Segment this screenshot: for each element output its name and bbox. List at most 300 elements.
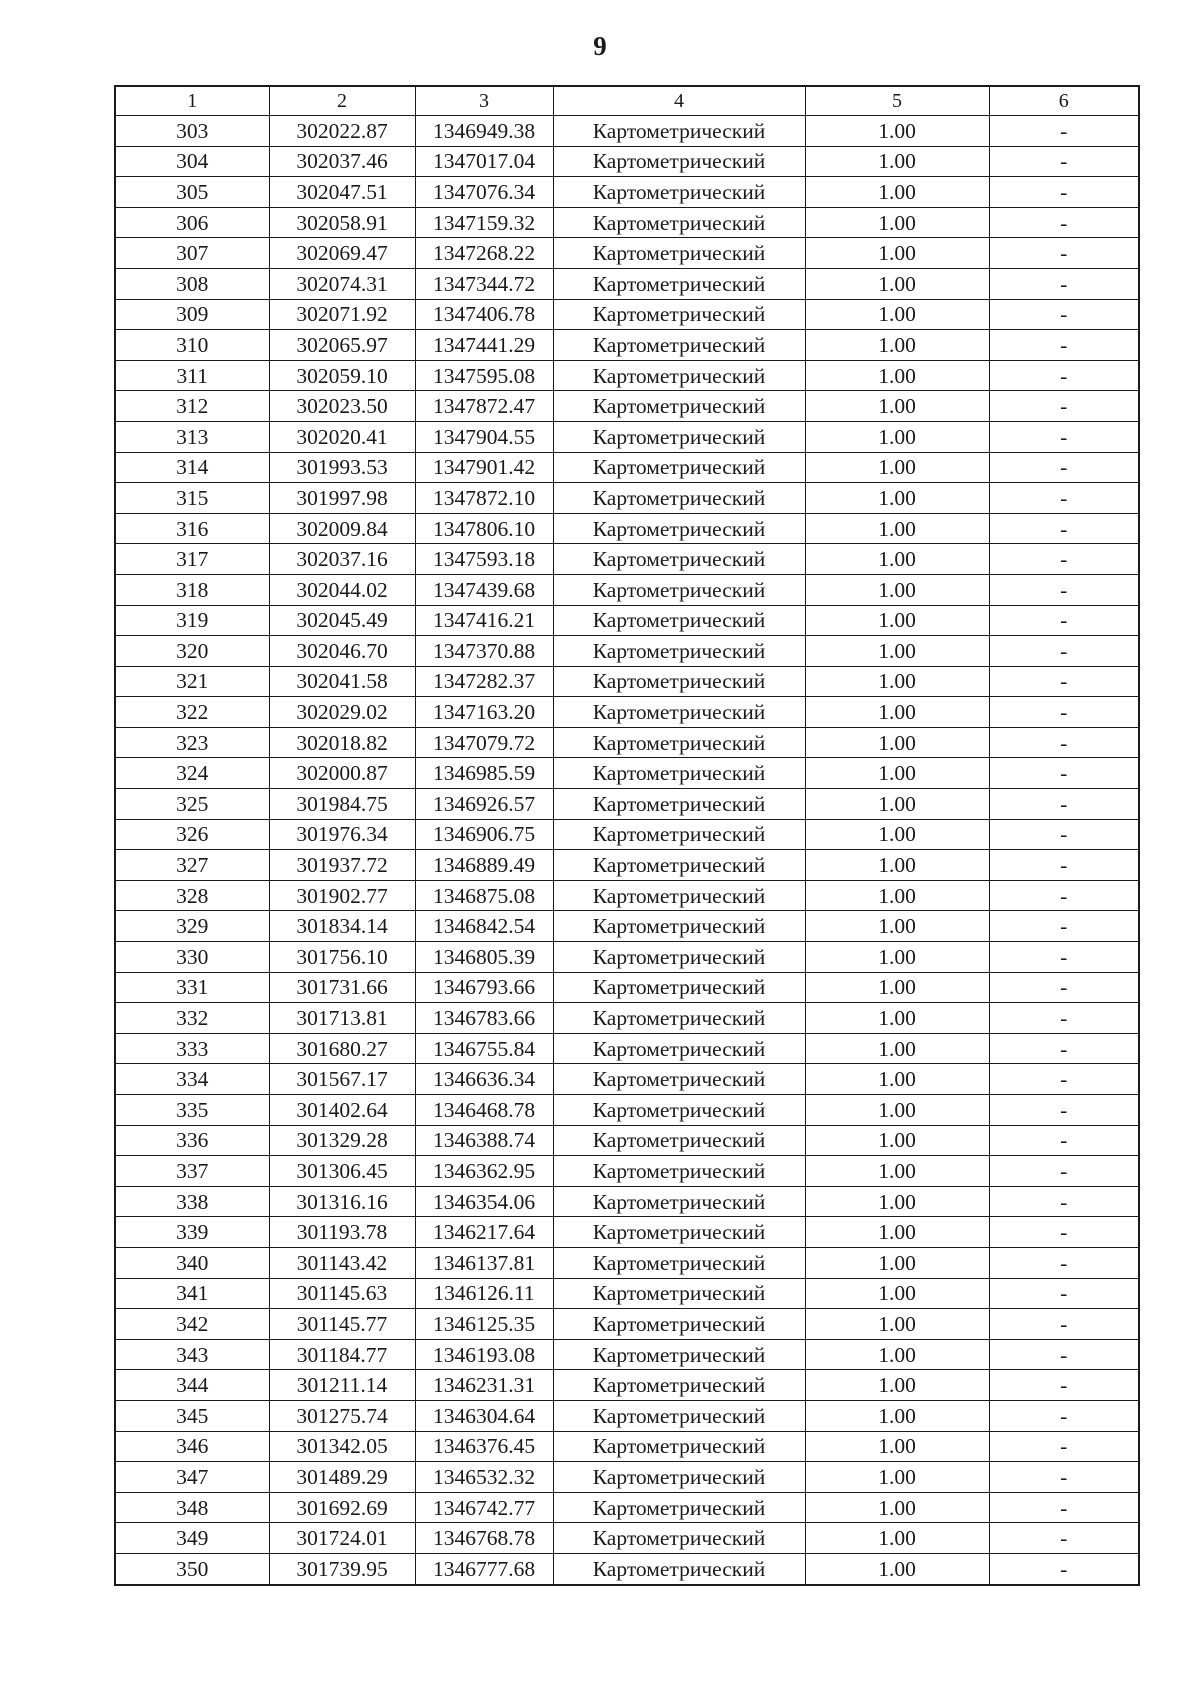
accuracy-cell: 1.00 bbox=[805, 1492, 989, 1523]
point-number-cell: 331 bbox=[115, 972, 269, 1003]
y-coordinate-cell: 1346755.84 bbox=[415, 1033, 553, 1064]
accuracy-cell: 1.00 bbox=[805, 1431, 989, 1462]
method-cell: Картометрический bbox=[553, 513, 805, 544]
method-cell: Картометрический bbox=[553, 1492, 805, 1523]
table-row bbox=[115, 942, 1139, 973]
description-cell: - bbox=[989, 544, 1139, 575]
y-coordinate-cell: 1347159.32 bbox=[415, 207, 553, 238]
method-cell: Картометрический bbox=[553, 1033, 805, 1064]
accuracy-cell: 1.00 bbox=[805, 330, 989, 361]
point-number-cell: 305 bbox=[115, 177, 269, 208]
accuracy-cell: 1.00 bbox=[805, 1247, 989, 1278]
table-row bbox=[115, 146, 1139, 177]
x-coordinate-cell: 302044.02 bbox=[269, 574, 415, 605]
y-coordinate-cell: 1346783.66 bbox=[415, 1003, 553, 1034]
x-coordinate-cell: 302029.02 bbox=[269, 697, 415, 728]
y-coordinate-cell: 1346842.54 bbox=[415, 911, 553, 942]
accuracy-cell: 1.00 bbox=[805, 819, 989, 850]
y-coordinate-cell: 1346125.35 bbox=[415, 1309, 553, 1340]
x-coordinate-cell: 301724.01 bbox=[269, 1523, 415, 1554]
point-number-cell: 303 bbox=[115, 116, 269, 147]
description-cell: - bbox=[989, 1462, 1139, 1493]
y-coordinate-cell: 1347806.10 bbox=[415, 513, 553, 544]
x-coordinate-cell: 302037.46 bbox=[269, 146, 415, 177]
table-row bbox=[115, 452, 1139, 483]
accuracy-cell: 1.00 bbox=[805, 544, 989, 575]
x-coordinate-cell: 302000.87 bbox=[269, 758, 415, 789]
method-cell: Картометрический bbox=[553, 360, 805, 391]
point-number-cell: 341 bbox=[115, 1278, 269, 1309]
table-row bbox=[115, 850, 1139, 881]
description-cell: - bbox=[989, 116, 1139, 147]
x-coordinate-cell: 301275.74 bbox=[269, 1400, 415, 1431]
x-coordinate-cell: 302074.31 bbox=[269, 268, 415, 299]
y-coordinate-cell: 1346906.75 bbox=[415, 819, 553, 850]
x-coordinate-cell: 302065.97 bbox=[269, 330, 415, 361]
y-coordinate-cell: 1346532.32 bbox=[415, 1462, 553, 1493]
y-coordinate-cell: 1347904.55 bbox=[415, 421, 553, 452]
y-coordinate-cell: 1347593.18 bbox=[415, 544, 553, 575]
method-cell: Картометрический bbox=[553, 819, 805, 850]
method-cell: Картометрический bbox=[553, 207, 805, 238]
y-coordinate-cell: 1346231.31 bbox=[415, 1370, 553, 1401]
x-coordinate-cell: 302071.92 bbox=[269, 299, 415, 330]
accuracy-cell: 1.00 bbox=[805, 1400, 989, 1431]
y-coordinate-cell: 1346126.11 bbox=[415, 1278, 553, 1309]
description-cell: - bbox=[989, 1125, 1139, 1156]
accuracy-cell: 1.00 bbox=[805, 972, 989, 1003]
point-number-cell: 344 bbox=[115, 1370, 269, 1401]
accuracy-cell: 1.00 bbox=[805, 1186, 989, 1217]
method-cell: Картометрический bbox=[553, 116, 805, 147]
x-coordinate-cell: 301211.14 bbox=[269, 1370, 415, 1401]
y-coordinate-cell: 1346354.06 bbox=[415, 1186, 553, 1217]
x-coordinate-cell: 302069.47 bbox=[269, 238, 415, 269]
point-number-cell: 320 bbox=[115, 636, 269, 667]
description-cell: - bbox=[989, 850, 1139, 881]
point-number-cell: 348 bbox=[115, 1492, 269, 1523]
point-number-cell: 350 bbox=[115, 1553, 269, 1584]
column-header-5: 5 bbox=[805, 86, 989, 116]
table-row bbox=[115, 1033, 1139, 1064]
accuracy-cell: 1.00 bbox=[805, 636, 989, 667]
description-cell: - bbox=[989, 1400, 1139, 1431]
method-cell: Картометрический bbox=[553, 636, 805, 667]
point-number-cell: 328 bbox=[115, 880, 269, 911]
accuracy-cell: 1.00 bbox=[805, 116, 989, 147]
x-coordinate-cell: 301984.75 bbox=[269, 789, 415, 820]
point-number-cell: 310 bbox=[115, 330, 269, 361]
table-row bbox=[115, 666, 1139, 697]
x-coordinate-cell: 301306.45 bbox=[269, 1156, 415, 1187]
x-coordinate-cell: 301976.34 bbox=[269, 819, 415, 850]
description-cell: - bbox=[989, 1339, 1139, 1370]
y-coordinate-cell: 1346362.95 bbox=[415, 1156, 553, 1187]
x-coordinate-cell: 302041.58 bbox=[269, 666, 415, 697]
description-cell: - bbox=[989, 146, 1139, 177]
x-coordinate-cell: 302045.49 bbox=[269, 605, 415, 636]
point-number-cell: 306 bbox=[115, 207, 269, 238]
x-coordinate-cell: 301402.64 bbox=[269, 1095, 415, 1126]
point-number-cell: 349 bbox=[115, 1523, 269, 1554]
y-coordinate-cell: 1346926.57 bbox=[415, 789, 553, 820]
table-row bbox=[115, 1462, 1139, 1493]
accuracy-cell: 1.00 bbox=[805, 146, 989, 177]
y-coordinate-cell: 1346777.68 bbox=[415, 1553, 553, 1584]
method-cell: Картометрический bbox=[553, 697, 805, 728]
table-row bbox=[115, 1186, 1139, 1217]
coordinates-table bbox=[114, 85, 1140, 1586]
x-coordinate-cell: 301997.98 bbox=[269, 483, 415, 514]
table-row bbox=[115, 1553, 1139, 1584]
method-cell: Картометрический bbox=[553, 972, 805, 1003]
method-cell: Картометрический bbox=[553, 452, 805, 483]
table-row bbox=[115, 1156, 1139, 1187]
table-row bbox=[115, 1278, 1139, 1309]
method-cell: Картометрический bbox=[553, 666, 805, 697]
y-coordinate-cell: 1346742.77 bbox=[415, 1492, 553, 1523]
description-cell: - bbox=[989, 1431, 1139, 1462]
description-cell: - bbox=[989, 1186, 1139, 1217]
description-cell: - bbox=[989, 513, 1139, 544]
table-row bbox=[115, 1523, 1139, 1554]
x-coordinate-cell: 301329.28 bbox=[269, 1125, 415, 1156]
x-coordinate-cell: 301756.10 bbox=[269, 942, 415, 973]
table-row bbox=[115, 1309, 1139, 1340]
x-coordinate-cell: 302009.84 bbox=[269, 513, 415, 544]
point-number-cell: 326 bbox=[115, 819, 269, 850]
x-coordinate-cell: 302059.10 bbox=[269, 360, 415, 391]
description-cell: - bbox=[989, 911, 1139, 942]
table-row bbox=[115, 1339, 1139, 1370]
description-cell: - bbox=[989, 1064, 1139, 1095]
x-coordinate-cell: 301145.63 bbox=[269, 1278, 415, 1309]
column-header-3: 3 bbox=[415, 86, 553, 116]
accuracy-cell: 1.00 bbox=[805, 1278, 989, 1309]
x-coordinate-cell: 301567.17 bbox=[269, 1064, 415, 1095]
accuracy-cell: 1.00 bbox=[805, 238, 989, 269]
point-number-cell: 334 bbox=[115, 1064, 269, 1095]
method-cell: Картометрический bbox=[553, 421, 805, 452]
x-coordinate-cell: 302018.82 bbox=[269, 727, 415, 758]
description-cell: - bbox=[989, 666, 1139, 697]
method-cell: Картометрический bbox=[553, 1186, 805, 1217]
table-row bbox=[115, 268, 1139, 299]
accuracy-cell: 1.00 bbox=[805, 360, 989, 391]
table-row bbox=[115, 1247, 1139, 1278]
method-cell: Картометрический bbox=[553, 299, 805, 330]
point-number-cell: 346 bbox=[115, 1431, 269, 1462]
method-cell: Картометрический bbox=[553, 942, 805, 973]
accuracy-cell: 1.00 bbox=[805, 299, 989, 330]
point-number-cell: 347 bbox=[115, 1462, 269, 1493]
y-coordinate-cell: 1346875.08 bbox=[415, 880, 553, 911]
accuracy-cell: 1.00 bbox=[805, 1125, 989, 1156]
table-row bbox=[115, 483, 1139, 514]
description-cell: - bbox=[989, 1278, 1139, 1309]
y-coordinate-cell: 1346468.78 bbox=[415, 1095, 553, 1126]
x-coordinate-cell: 301680.27 bbox=[269, 1033, 415, 1064]
method-cell: Картометрический bbox=[553, 1370, 805, 1401]
y-coordinate-cell: 1347370.88 bbox=[415, 636, 553, 667]
method-cell: Картометрический bbox=[553, 1095, 805, 1126]
x-coordinate-cell: 301902.77 bbox=[269, 880, 415, 911]
point-number-cell: 309 bbox=[115, 299, 269, 330]
description-cell: - bbox=[989, 1553, 1139, 1584]
method-cell: Картометрический bbox=[553, 1156, 805, 1187]
description-cell: - bbox=[989, 789, 1139, 820]
x-coordinate-cell: 301316.16 bbox=[269, 1186, 415, 1217]
method-cell: Картометрический bbox=[553, 880, 805, 911]
description-cell: - bbox=[989, 1370, 1139, 1401]
accuracy-cell: 1.00 bbox=[805, 177, 989, 208]
method-cell: Картометрический bbox=[553, 268, 805, 299]
point-number-cell: 340 bbox=[115, 1247, 269, 1278]
method-cell: Картометрический bbox=[553, 1431, 805, 1462]
table-row bbox=[115, 819, 1139, 850]
table-row bbox=[115, 391, 1139, 422]
x-coordinate-cell: 301937.72 bbox=[269, 850, 415, 881]
y-coordinate-cell: 1346949.38 bbox=[415, 116, 553, 147]
x-coordinate-cell: 301145.77 bbox=[269, 1309, 415, 1340]
description-cell: - bbox=[989, 177, 1139, 208]
method-cell: Картометрический bbox=[553, 1125, 805, 1156]
accuracy-cell: 1.00 bbox=[805, 758, 989, 789]
description-cell: - bbox=[989, 238, 1139, 269]
x-coordinate-cell: 301184.77 bbox=[269, 1339, 415, 1370]
point-number-cell: 322 bbox=[115, 697, 269, 728]
table-header-row bbox=[115, 86, 1139, 116]
table-row bbox=[115, 605, 1139, 636]
method-cell: Картометрический bbox=[553, 850, 805, 881]
method-cell: Картометрический bbox=[553, 758, 805, 789]
description-cell: - bbox=[989, 697, 1139, 728]
point-number-cell: 345 bbox=[115, 1400, 269, 1431]
description-cell: - bbox=[989, 391, 1139, 422]
description-cell: - bbox=[989, 1095, 1139, 1126]
accuracy-cell: 1.00 bbox=[805, 1033, 989, 1064]
table-row bbox=[115, 697, 1139, 728]
y-coordinate-cell: 1346793.66 bbox=[415, 972, 553, 1003]
y-coordinate-cell: 1347076.34 bbox=[415, 177, 553, 208]
method-cell: Картометрический bbox=[553, 146, 805, 177]
y-coordinate-cell: 1346768.78 bbox=[415, 1523, 553, 1554]
table-row bbox=[115, 1431, 1139, 1462]
point-number-cell: 313 bbox=[115, 421, 269, 452]
description-cell: - bbox=[989, 1033, 1139, 1064]
point-number-cell: 316 bbox=[115, 513, 269, 544]
accuracy-cell: 1.00 bbox=[805, 605, 989, 636]
point-number-cell: 321 bbox=[115, 666, 269, 697]
y-coordinate-cell: 1347079.72 bbox=[415, 727, 553, 758]
accuracy-cell: 1.00 bbox=[805, 697, 989, 728]
description-cell: - bbox=[989, 819, 1139, 850]
description-cell: - bbox=[989, 452, 1139, 483]
point-number-cell: 339 bbox=[115, 1217, 269, 1248]
point-number-cell: 317 bbox=[115, 544, 269, 575]
description-cell: - bbox=[989, 1156, 1139, 1187]
x-coordinate-cell: 302023.50 bbox=[269, 391, 415, 422]
accuracy-cell: 1.00 bbox=[805, 391, 989, 422]
y-coordinate-cell: 1347268.22 bbox=[415, 238, 553, 269]
method-cell: Картометрический bbox=[553, 1339, 805, 1370]
x-coordinate-cell: 301342.05 bbox=[269, 1431, 415, 1462]
table-row bbox=[115, 1217, 1139, 1248]
table-row bbox=[115, 880, 1139, 911]
y-coordinate-cell: 1347872.47 bbox=[415, 391, 553, 422]
y-coordinate-cell: 1347595.08 bbox=[415, 360, 553, 391]
accuracy-cell: 1.00 bbox=[805, 1003, 989, 1034]
accuracy-cell: 1.00 bbox=[805, 789, 989, 820]
point-number-cell: 319 bbox=[115, 605, 269, 636]
table-row bbox=[115, 207, 1139, 238]
method-cell: Картометрический bbox=[553, 1309, 805, 1340]
table-row bbox=[115, 330, 1139, 361]
column-header-6: 6 bbox=[989, 86, 1139, 116]
description-cell: - bbox=[989, 360, 1139, 391]
accuracy-cell: 1.00 bbox=[805, 1339, 989, 1370]
method-cell: Картометрический bbox=[553, 1278, 805, 1309]
description-cell: - bbox=[989, 299, 1139, 330]
accuracy-cell: 1.00 bbox=[805, 727, 989, 758]
table-row bbox=[115, 177, 1139, 208]
table-row bbox=[115, 238, 1139, 269]
table-row bbox=[115, 116, 1139, 147]
y-coordinate-cell: 1346304.64 bbox=[415, 1400, 553, 1431]
x-coordinate-cell: 302022.87 bbox=[269, 116, 415, 147]
point-number-cell: 332 bbox=[115, 1003, 269, 1034]
table-row bbox=[115, 636, 1139, 667]
table-row bbox=[115, 1064, 1139, 1095]
table-row bbox=[115, 1125, 1139, 1156]
accuracy-cell: 1.00 bbox=[805, 268, 989, 299]
table-row bbox=[115, 1095, 1139, 1126]
method-cell: Картометрический bbox=[553, 911, 805, 942]
table-row bbox=[115, 1400, 1139, 1431]
method-cell: Картометрический bbox=[553, 1553, 805, 1584]
y-coordinate-cell: 1346388.74 bbox=[415, 1125, 553, 1156]
method-cell: Картометрический bbox=[553, 727, 805, 758]
description-cell: - bbox=[989, 1523, 1139, 1554]
accuracy-cell: 1.00 bbox=[805, 513, 989, 544]
accuracy-cell: 1.00 bbox=[805, 666, 989, 697]
table-row bbox=[115, 727, 1139, 758]
method-cell: Картометрический bbox=[553, 330, 805, 361]
description-cell: - bbox=[989, 636, 1139, 667]
x-coordinate-cell: 301834.14 bbox=[269, 911, 415, 942]
method-cell: Картометрический bbox=[553, 177, 805, 208]
method-cell: Картометрический bbox=[553, 1003, 805, 1034]
accuracy-cell: 1.00 bbox=[805, 850, 989, 881]
point-number-cell: 318 bbox=[115, 574, 269, 605]
table-row bbox=[115, 972, 1139, 1003]
point-number-cell: 325 bbox=[115, 789, 269, 820]
point-number-cell: 342 bbox=[115, 1309, 269, 1340]
table-row bbox=[115, 421, 1139, 452]
x-coordinate-cell: 301713.81 bbox=[269, 1003, 415, 1034]
y-coordinate-cell: 1346376.45 bbox=[415, 1431, 553, 1462]
accuracy-cell: 1.00 bbox=[805, 1553, 989, 1584]
description-cell: - bbox=[989, 330, 1139, 361]
description-cell: - bbox=[989, 1492, 1139, 1523]
table-row bbox=[115, 758, 1139, 789]
point-number-cell: 311 bbox=[115, 360, 269, 391]
accuracy-cell: 1.00 bbox=[805, 483, 989, 514]
method-cell: Картометрический bbox=[553, 574, 805, 605]
x-coordinate-cell: 302020.41 bbox=[269, 421, 415, 452]
x-coordinate-cell: 301489.29 bbox=[269, 1462, 415, 1493]
point-number-cell: 308 bbox=[115, 268, 269, 299]
table-row bbox=[115, 299, 1139, 330]
accuracy-cell: 1.00 bbox=[805, 574, 989, 605]
point-number-cell: 333 bbox=[115, 1033, 269, 1064]
point-number-cell: 336 bbox=[115, 1125, 269, 1156]
accuracy-cell: 1.00 bbox=[805, 1064, 989, 1095]
description-cell: - bbox=[989, 483, 1139, 514]
y-coordinate-cell: 1347441.29 bbox=[415, 330, 553, 361]
y-coordinate-cell: 1346889.49 bbox=[415, 850, 553, 881]
table-row bbox=[115, 1492, 1139, 1523]
x-coordinate-cell: 302037.16 bbox=[269, 544, 415, 575]
point-number-cell: 323 bbox=[115, 727, 269, 758]
accuracy-cell: 1.00 bbox=[805, 942, 989, 973]
method-cell: Картометрический bbox=[553, 1064, 805, 1095]
accuracy-cell: 1.00 bbox=[805, 1156, 989, 1187]
accuracy-cell: 1.00 bbox=[805, 1095, 989, 1126]
x-coordinate-cell: 302047.51 bbox=[269, 177, 415, 208]
x-coordinate-cell: 302046.70 bbox=[269, 636, 415, 667]
point-number-cell: 315 bbox=[115, 483, 269, 514]
accuracy-cell: 1.00 bbox=[805, 911, 989, 942]
description-cell: - bbox=[989, 1309, 1139, 1340]
table-row bbox=[115, 360, 1139, 391]
method-cell: Картометрический bbox=[553, 1523, 805, 1554]
accuracy-cell: 1.00 bbox=[805, 452, 989, 483]
accuracy-cell: 1.00 bbox=[805, 880, 989, 911]
table-body bbox=[115, 116, 1139, 1585]
accuracy-cell: 1.00 bbox=[805, 207, 989, 238]
point-number-cell: 338 bbox=[115, 1186, 269, 1217]
table-row bbox=[115, 513, 1139, 544]
y-coordinate-cell: 1347439.68 bbox=[415, 574, 553, 605]
table-row bbox=[115, 574, 1139, 605]
x-coordinate-cell: 301731.66 bbox=[269, 972, 415, 1003]
point-number-cell: 337 bbox=[115, 1156, 269, 1187]
description-cell: - bbox=[989, 972, 1139, 1003]
description-cell: - bbox=[989, 207, 1139, 238]
x-coordinate-cell: 302058.91 bbox=[269, 207, 415, 238]
description-cell: - bbox=[989, 1003, 1139, 1034]
y-coordinate-cell: 1346137.81 bbox=[415, 1247, 553, 1278]
method-cell: Картометрический bbox=[553, 789, 805, 820]
column-header-4: 4 bbox=[553, 86, 805, 116]
description-cell: - bbox=[989, 574, 1139, 605]
table-row bbox=[115, 1370, 1139, 1401]
method-cell: Картометрический bbox=[553, 544, 805, 575]
method-cell: Картометрический bbox=[553, 1217, 805, 1248]
point-number-cell: 312 bbox=[115, 391, 269, 422]
x-coordinate-cell: 301143.42 bbox=[269, 1247, 415, 1278]
y-coordinate-cell: 1346636.34 bbox=[415, 1064, 553, 1095]
y-coordinate-cell: 1346217.64 bbox=[415, 1217, 553, 1248]
accuracy-cell: 1.00 bbox=[805, 1370, 989, 1401]
point-number-cell: 330 bbox=[115, 942, 269, 973]
y-coordinate-cell: 1346805.39 bbox=[415, 942, 553, 973]
method-cell: Картометрический bbox=[553, 1462, 805, 1493]
description-cell: - bbox=[989, 727, 1139, 758]
description-cell: - bbox=[989, 268, 1139, 299]
point-number-cell: 327 bbox=[115, 850, 269, 881]
